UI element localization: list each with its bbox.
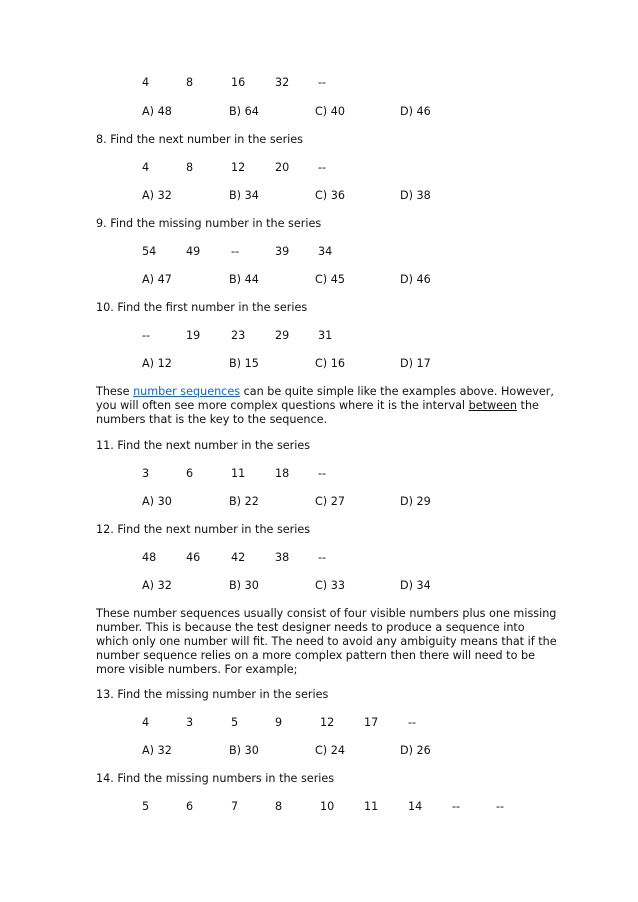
sequence-number: 5 xyxy=(231,716,239,729)
underlined-word: between xyxy=(468,399,517,412)
paragraph-line xyxy=(96,399,546,413)
sequence-number: 23 xyxy=(231,329,246,342)
sequence-number: 12 xyxy=(231,161,246,174)
answer-option: D) 46 xyxy=(400,105,431,118)
sequence-number: 42 xyxy=(231,551,246,564)
q12-options xyxy=(0,579,638,595)
q10-options xyxy=(0,357,638,373)
q9-sequence xyxy=(0,245,638,261)
sequence-number: 8 xyxy=(186,76,194,89)
sequence-number: 6 xyxy=(186,800,194,813)
text-fragment: the xyxy=(517,399,539,412)
sequence-number: 17 xyxy=(364,716,379,729)
answer-option: D) 34 xyxy=(400,579,431,592)
sequence-number: 9 xyxy=(275,716,283,729)
answer-option: C) 40 xyxy=(315,105,345,118)
paragraph-line: number sequence relies on a more complex pattern then there will need to be xyxy=(96,649,535,662)
paragraph-line: numbers that is the key to the sequence. xyxy=(96,413,328,426)
answer-option: C) 45 xyxy=(315,273,345,286)
sequence-number: 14 xyxy=(408,800,423,813)
q13-title: 13. Find the missing number in the series xyxy=(96,688,329,701)
sequence-number: 11 xyxy=(231,467,246,480)
answer-option: D) 38 xyxy=(400,189,431,202)
sequence-number: 38 xyxy=(275,551,290,564)
sequence-number: 7 xyxy=(231,800,239,813)
sequence-number: 29 xyxy=(275,329,290,342)
sequence-number: -- xyxy=(408,716,417,729)
sequence-number: 12 xyxy=(320,716,335,729)
q8-title: 8. Find the next number in the series xyxy=(96,133,303,146)
q13-sequence xyxy=(0,716,638,732)
answer-option: C) 36 xyxy=(315,189,345,202)
sequence-number: 39 xyxy=(275,245,290,258)
paragraph-line: which only one number will fit. The need to avoid any ambiguity means that if the xyxy=(96,635,557,648)
answer-option: C) 27 xyxy=(315,495,345,508)
sequence-number: -- xyxy=(318,551,327,564)
sequence-number: 4 xyxy=(142,76,150,89)
sequence-number: 16 xyxy=(231,76,246,89)
q11-title: 11. Find the next number in the series xyxy=(96,439,311,452)
answer-option: C) 16 xyxy=(315,357,345,370)
explanation-paragraph xyxy=(96,607,556,677)
sequence-number: 8 xyxy=(186,161,194,174)
sequence-number: 54 xyxy=(142,245,157,258)
sequence-number: -- xyxy=(318,161,327,174)
q10-title: 10. Find the first number in the series xyxy=(96,301,308,314)
answer-option: B) 64 xyxy=(229,105,259,118)
answer-option: B) 22 xyxy=(229,495,259,508)
sequence-number: 19 xyxy=(186,329,201,342)
answer-option: A) 47 xyxy=(142,273,172,286)
answer-option: D) 17 xyxy=(400,357,431,370)
sequence-number: 4 xyxy=(142,716,150,729)
sequence-number: 4 xyxy=(142,161,150,174)
answer-option: A) 32 xyxy=(142,579,172,592)
answer-option: A) 48 xyxy=(142,105,172,118)
sequence-number: 31 xyxy=(318,329,333,342)
answer-option: D) 26 xyxy=(400,744,431,757)
answer-option: A) 32 xyxy=(142,744,172,757)
paragraph-line: more visible numbers. For example; xyxy=(96,663,298,676)
q7-options xyxy=(0,105,638,121)
sequence-number: -- xyxy=(318,467,327,480)
sequence-number: 11 xyxy=(364,800,379,813)
answer-option: B) 34 xyxy=(229,189,259,202)
q10-sequence xyxy=(0,329,638,345)
q11-options xyxy=(0,495,638,511)
paragraph-line: number. This is because the test designer needs to produce a sequence into xyxy=(96,621,525,634)
sequence-number: 8 xyxy=(275,800,283,813)
sequence-number: -- xyxy=(231,245,240,258)
sequence-number: 10 xyxy=(320,800,335,813)
answer-option: D) 46 xyxy=(400,273,431,286)
answer-option: A) 30 xyxy=(142,495,172,508)
sequence-number: 18 xyxy=(275,467,290,480)
q8-options xyxy=(0,189,638,205)
sequence-number: -- xyxy=(496,800,505,813)
q8-sequence xyxy=(0,161,638,177)
sequence-number: 20 xyxy=(275,161,290,174)
q9-options xyxy=(0,273,638,289)
text-fragment: you will often see more complex questions where it is the interval xyxy=(96,399,469,412)
answer-option: C) 24 xyxy=(315,744,345,757)
number-sequences-link[interactable]: number sequences xyxy=(133,385,241,398)
answer-option: B) 15 xyxy=(229,357,259,370)
sequence-number: 6 xyxy=(186,467,194,480)
sequence-number: 32 xyxy=(275,76,290,89)
text-fragment: These xyxy=(96,385,134,398)
q9-title: 9. Find the missing number in the series xyxy=(96,217,322,230)
sequence-number: 49 xyxy=(186,245,201,258)
answer-option: A) 12 xyxy=(142,357,172,370)
answer-option: B) 30 xyxy=(229,579,259,592)
q14-sequence xyxy=(0,800,638,816)
answer-option: D) 29 xyxy=(400,495,431,508)
sequence-number: 48 xyxy=(142,551,157,564)
q7-sequence xyxy=(0,76,638,92)
paragraph-line: These number sequences usually consist of four visible numbers plus one missing xyxy=(96,607,557,620)
paragraph-line xyxy=(96,385,554,399)
answer-option: C) 33 xyxy=(315,579,345,592)
sequence-number: 3 xyxy=(142,467,150,480)
sequence-number: -- xyxy=(452,800,461,813)
q12-sequence xyxy=(0,551,638,567)
text-fragment: can be quite simple like the examples above. However, xyxy=(240,385,554,398)
sequence-number: 34 xyxy=(318,245,333,258)
sequence-number: 3 xyxy=(186,716,194,729)
sequence-number: -- xyxy=(318,76,327,89)
q11-sequence xyxy=(0,467,638,483)
answer-option: A) 32 xyxy=(142,189,172,202)
sequence-number: 5 xyxy=(142,800,150,813)
intro-paragraph xyxy=(96,385,554,427)
q12-title: 12. Find the next number in the series xyxy=(96,523,311,536)
q13-options xyxy=(0,744,638,760)
q14-title: 14. Find the missing numbers in the series xyxy=(96,772,335,785)
sequence-number: 46 xyxy=(186,551,201,564)
answer-option: B) 30 xyxy=(229,744,259,757)
sequence-number: -- xyxy=(142,329,151,342)
answer-option: B) 44 xyxy=(229,273,259,286)
